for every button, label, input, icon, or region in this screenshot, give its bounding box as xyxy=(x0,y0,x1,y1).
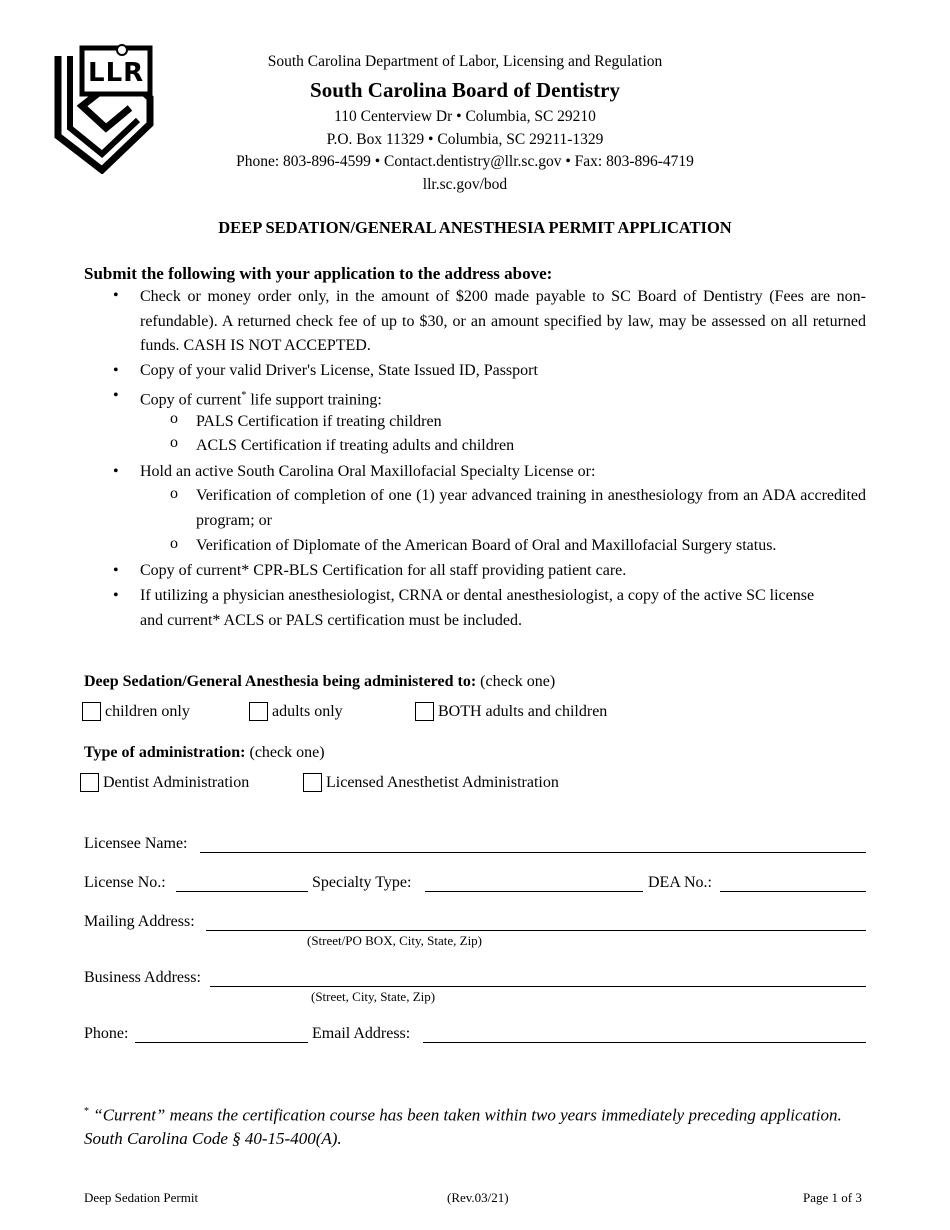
specialty-type-field[interactable] xyxy=(425,891,643,892)
requirement-payment: Check or money order only, in the amount of $200 made payable to SC Board of Dentistry (Fees are non-refundable). A returned check fee of up to $30, or an amount specified by law, may be assessed on all returned funds. CASH IS NOT ACCEPTED. xyxy=(140,288,866,354)
option-label: adults only xyxy=(272,702,343,720)
bullet-marker: • xyxy=(113,387,119,404)
sub-bullet-marker: o xyxy=(170,410,178,427)
requirement-life-support xyxy=(140,384,382,413)
licensee-name-label: Licensee Name: xyxy=(84,835,188,852)
bullet-marker: • xyxy=(113,587,119,604)
phone-label: Phone: xyxy=(84,1025,129,1042)
footer-revision: (Rev.03/21) xyxy=(447,1190,509,1205)
footnote-marker: * xyxy=(84,1106,89,1117)
license-no-label: License No.: xyxy=(84,874,166,891)
option-label: Dentist Administration xyxy=(103,773,250,791)
website: llr.sc.gov/bod xyxy=(422,176,508,193)
checkbox-both[interactable] xyxy=(415,702,434,721)
footer-page-number: Page 1 of 3 xyxy=(803,1190,862,1205)
phone-field[interactable] xyxy=(135,1042,308,1043)
mailing-address-field[interactable] xyxy=(206,930,866,931)
dea-no-label: DEA No.: xyxy=(648,874,712,891)
department-name: South Carolina Department of Labor, Licensing and Regulation xyxy=(267,53,663,70)
footer-form-name: Deep Sedation Permit xyxy=(84,1190,199,1205)
requirement-life-support-text: Copy of current xyxy=(140,391,242,409)
bullet-marker: • xyxy=(113,287,119,304)
sub-bullet-marker: o xyxy=(170,535,178,552)
logo-text: LLR xyxy=(88,58,145,88)
requirement-cpr-bls: Copy of current* CPR-BLS Certification for all staff providing patient care. xyxy=(140,562,627,579)
business-address-label: Business Address: xyxy=(84,969,201,986)
requirement-pals: PALS Certification if treating children xyxy=(196,413,442,430)
requirement-acls: ACLS Certification if treating adults and children xyxy=(196,437,515,454)
email-label: Email Address: xyxy=(312,1025,411,1042)
administered-to-heading: Deep Sedation/General Anesthesia being administered to: xyxy=(84,673,477,690)
requirement-anesthesiologist: If utilizing a physician anesthesiologist, CRNA or dental anesthesiologist, a copy of the active SC license and current* ACLS or PALS certification must be included. xyxy=(140,587,815,629)
checkbox-adults-only[interactable] xyxy=(249,702,268,721)
admin-type-label xyxy=(84,744,325,762)
contact-line: Phone: 803-896-4599 • Contact.dentistry@llr.sc.gov • Fax: 803-896-4719 xyxy=(236,153,694,170)
checkbox-anesthetist-admin[interactable] xyxy=(303,773,322,792)
address-line-2: P.O. Box 11329 • Columbia, SC 29211-1329 xyxy=(326,131,604,148)
option-label: BOTH adults and children xyxy=(438,702,608,720)
dea-no-field[interactable] xyxy=(720,891,866,892)
license-no-field[interactable] xyxy=(176,891,308,892)
option-both[interactable] xyxy=(415,702,607,721)
address-line-1: 110 Centerview Dr • Columbia, SC 29210 xyxy=(334,108,596,125)
administered-to-label xyxy=(84,673,555,691)
specialty-type-label: Specialty Type: xyxy=(312,874,412,891)
business-address-field[interactable] xyxy=(210,986,866,987)
requirement-id: Copy of your valid Driver's License, State Issued ID, Passport xyxy=(140,362,538,379)
footnote-marker: * xyxy=(241,390,247,401)
option-label: children only xyxy=(105,702,190,720)
requirement-diplomate: Verification of Diplomate of the American Board of Oral and Maxillofacial Surgery status. xyxy=(196,537,777,554)
mailing-address-hint: (Street/PO BOX, City, State, Zip) xyxy=(307,933,483,948)
business-address-hint: (Street, City, State, Zip) xyxy=(311,989,436,1004)
sub-bullet-marker: o xyxy=(170,434,178,451)
option-label: Licensed Anesthetist Administration xyxy=(326,773,559,791)
option-children-only[interactable] xyxy=(82,702,190,721)
option-adults-only[interactable] xyxy=(249,702,343,721)
bullet-marker: • xyxy=(113,463,119,480)
bullet-marker: • xyxy=(113,562,119,579)
email-field[interactable] xyxy=(423,1042,866,1043)
requirement-life-support-suffix: life support training: xyxy=(246,391,382,409)
mailing-address-label: Mailing Address: xyxy=(84,913,195,930)
admin-type-hint: (check one) xyxy=(245,744,325,761)
footnote-text: “Current” means the certification course has been taken within two years immediately preceding application. South Carolina Code § 40-15-400(A). xyxy=(84,1105,842,1148)
admin-type-heading: Type of administration: xyxy=(84,744,246,761)
administered-to-hint: (check one) xyxy=(476,673,556,690)
checkbox-children-only[interactable] xyxy=(82,702,101,721)
licensee-name-field[interactable] xyxy=(200,852,866,853)
requirement-oms-license: Hold an active South Carolina Oral Maxillofacial Specialty License or: xyxy=(140,463,596,480)
submit-heading: Submit the following with your application to the address above: xyxy=(84,264,553,283)
board-name: South Carolina Board of Dentistry xyxy=(310,78,620,102)
bullet-marker: • xyxy=(113,362,119,379)
document-title: DEEP SEDATION/GENERAL ANESTHESIA PERMIT APPLICATION xyxy=(218,218,732,237)
option-dentist-admin[interactable] xyxy=(80,773,249,792)
checkbox-dentist-admin[interactable] xyxy=(80,773,99,792)
footnote xyxy=(84,1100,844,1150)
requirement-training: Verification of completion of one (1) year advanced training in anesthesiology from an ADA accredited program; or xyxy=(196,487,866,529)
sub-bullet-marker: o xyxy=(170,485,178,502)
option-anesthetist-admin[interactable] xyxy=(303,773,559,792)
